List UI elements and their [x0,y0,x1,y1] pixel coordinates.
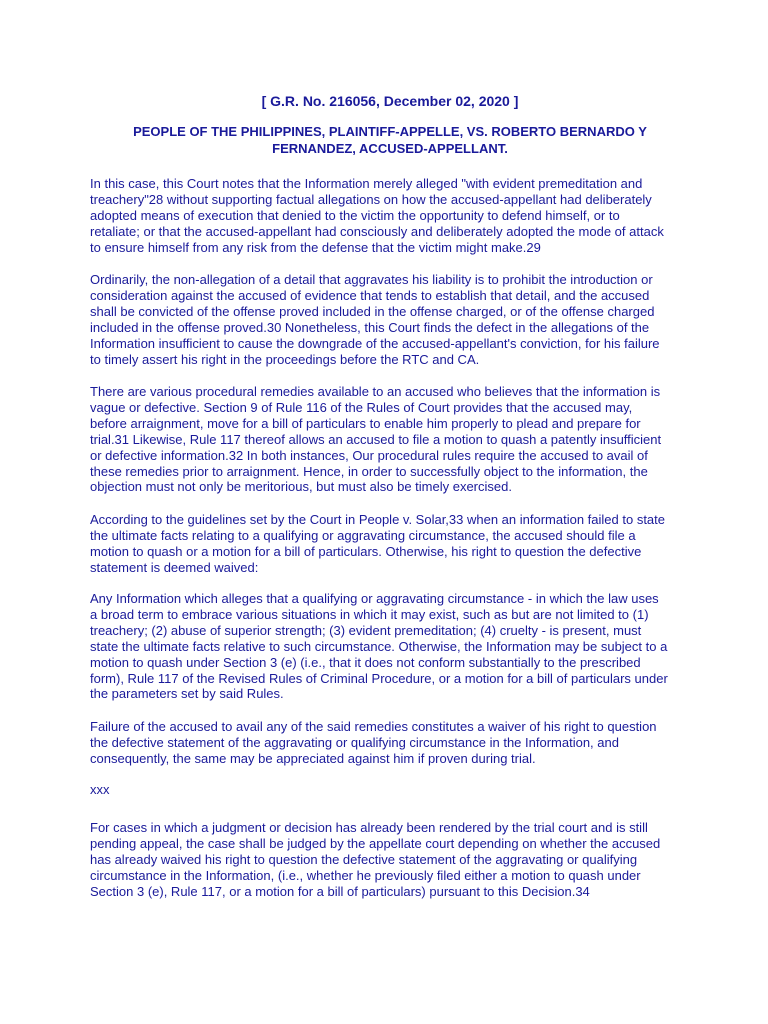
paragraph: Failure of the accused to avail any of the said remedies constitutes a waiver of his right to question the defective statement of the aggravating or qualifying circumstance in the Information, and consequently, the same may be appreciated against him if proven during trial. [90,719,657,766]
paragraph: There are various procedural remedies available to an accused who believes that the information is vague or defective. Section 9 of Rule 116 of the Rules of Court provides that the accused may, before arraignment, move for a bill of particulars to enable him properly to plead and prepare for trial.31 Likewise, Rule 117 thereof allows an accused to file a motion to quash a patently insufficient or defective information.32 In both instances, Our procedural rules require the accused to avail of these remedies prior to arraignment. Hence, in order to successfully object to the information, the objection must not only be meritorious, but must also be timely exercised. [90,384,662,495]
case-title: PEOPLE OF THE PHILIPPINES, PLAINTIFF-APPELLE, VS. ROBERTO BERNARDO Y FERNANDEZ, ACCUSED-APPELLANT. [133,124,647,156]
paragraph: xxx [90,782,110,797]
case-number: [ G.R. No. 216056, December 02, 2020 ] [261,93,519,109]
paragraph: For cases in which a judgment or decision has already been rendered by the trial court and is still pending appeal, the case shall be judged by the appellate court depending on whether the accused has already waived his right to question the defective statement of the aggravating or qualifying circumstance in the Information, (i.e., whether he previously filed either a motion to quash under Section 3 (e), Rule 117, or a motion for a bill of particulars) pursuant to this Decision.34 [90,820,661,899]
paragraph: Ordinarily, the non-allegation of a detail that aggravates his liability is to prohibit the introduction or consideration against the accused of evidence that tends to establish that detail, and the accused shall be convicted of the offense proved included in the offense charged, or of the offense charged included in the offense proved.30 Nonetheless, this Court finds the defect in the allegations of the Information insufficient to cause the downgrade of the accused-appellant's conviction, for his failure to timely assert his right in the proceedings before the RTC and CA. [90,272,660,367]
paragraph: Any Information which alleges that a qualifying or aggravating circumstance - in which the law uses a broad term to embrace various situations in which it may exist, such as but are not limited to (1) treachery; (2) abuse of superior strength; (3) evident premeditation; (4) cruelty - is present, must state the ultimate facts relative to such circumstance. Otherwise, the Information may be subject to a motion to quash under Section 3 (e) (i.e., that it does not conform substantially to the prescribed form), Rule 117 of the Revised Rules of Criminal Procedure, or a motion for a bill of particulars under the parameters set by said Rules. [90,591,668,702]
paragraph: According to the guidelines set by the Court in People v. Solar,33 when an information failed to state the ultimate facts relating to a qualifying or aggravating circumstance, the accused should file a motion to quash or a motion for a bill of particulars. Otherwise, his right to question the defective statement is deemed waived: [90,512,665,575]
paragraph: In this case, this Court notes that the Information merely alleged "with evident premeditation and treachery"28 without supporting factual allegations on how the accused-appellant had deliberately adopted means of execution that denied to the victim the opportunity to defend himself, or to retaliate; or that the accused-appellant had consciously and deliberately adopted the mode of attack to ensure himself from any risk from the defense that the victim might make.29 [90,176,664,255]
